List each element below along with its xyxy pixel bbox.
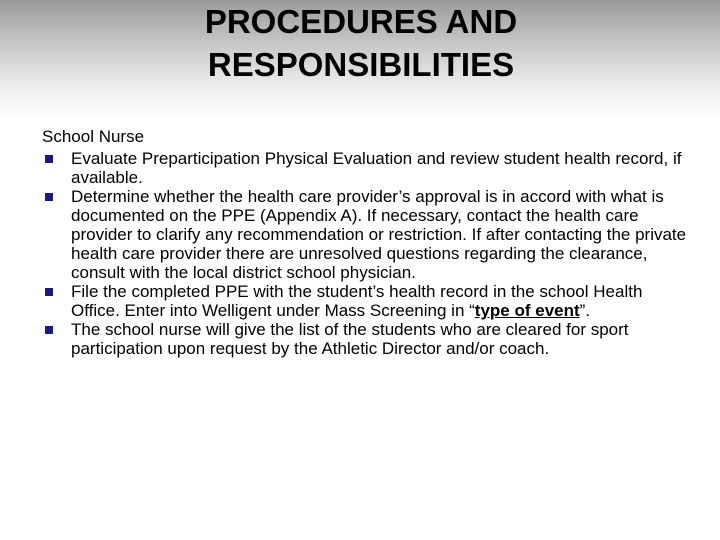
square-bullet-icon [45, 193, 53, 201]
square-bullet-icon [45, 326, 53, 334]
title-line-1: PROCEDURES AND [204, 3, 518, 40]
square-bullet-icon [45, 288, 53, 296]
bullet-text-before: File the completed PPE with the student’s health record in the school Health Office. Enter into Welligent under Mass Screening in “ [71, 282, 643, 320]
bullet-text: Determine whether the health care provider’s approval is in accord with what is documented on the PPE (Appendix A). If necessary, contact the health care provider to clarify any recommendation or restriction. If after contacting the private health care provider there are unresolved questions regarding the clearance, consult with the local district school physician. [71, 187, 687, 282]
section-heading: School Nurse [42, 127, 145, 146]
bullet-text: Evaluate Preparticipation Physical Evaluation and review student health record, if available. [71, 149, 682, 187]
slide-title [0, 0, 720, 86]
slide-body [42, 125, 692, 358]
bullet-item-file [42, 282, 692, 320]
bullet-item-list [42, 320, 692, 358]
bullet-list [42, 149, 692, 358]
bullet-item-determine [42, 187, 692, 282]
bullet-item-evaluate [42, 149, 692, 187]
square-bullet-icon [45, 155, 53, 163]
title-line-2: RESPONSIBILITIES [207, 46, 515, 83]
bullet-text: The school nurse will give the list of the students who are cleared for sport participation upon request by the Athletic Director and/or coach. [71, 320, 629, 358]
bullet-text-after: ”. [579, 301, 591, 320]
bullet-emphasis: type of event [474, 301, 580, 320]
